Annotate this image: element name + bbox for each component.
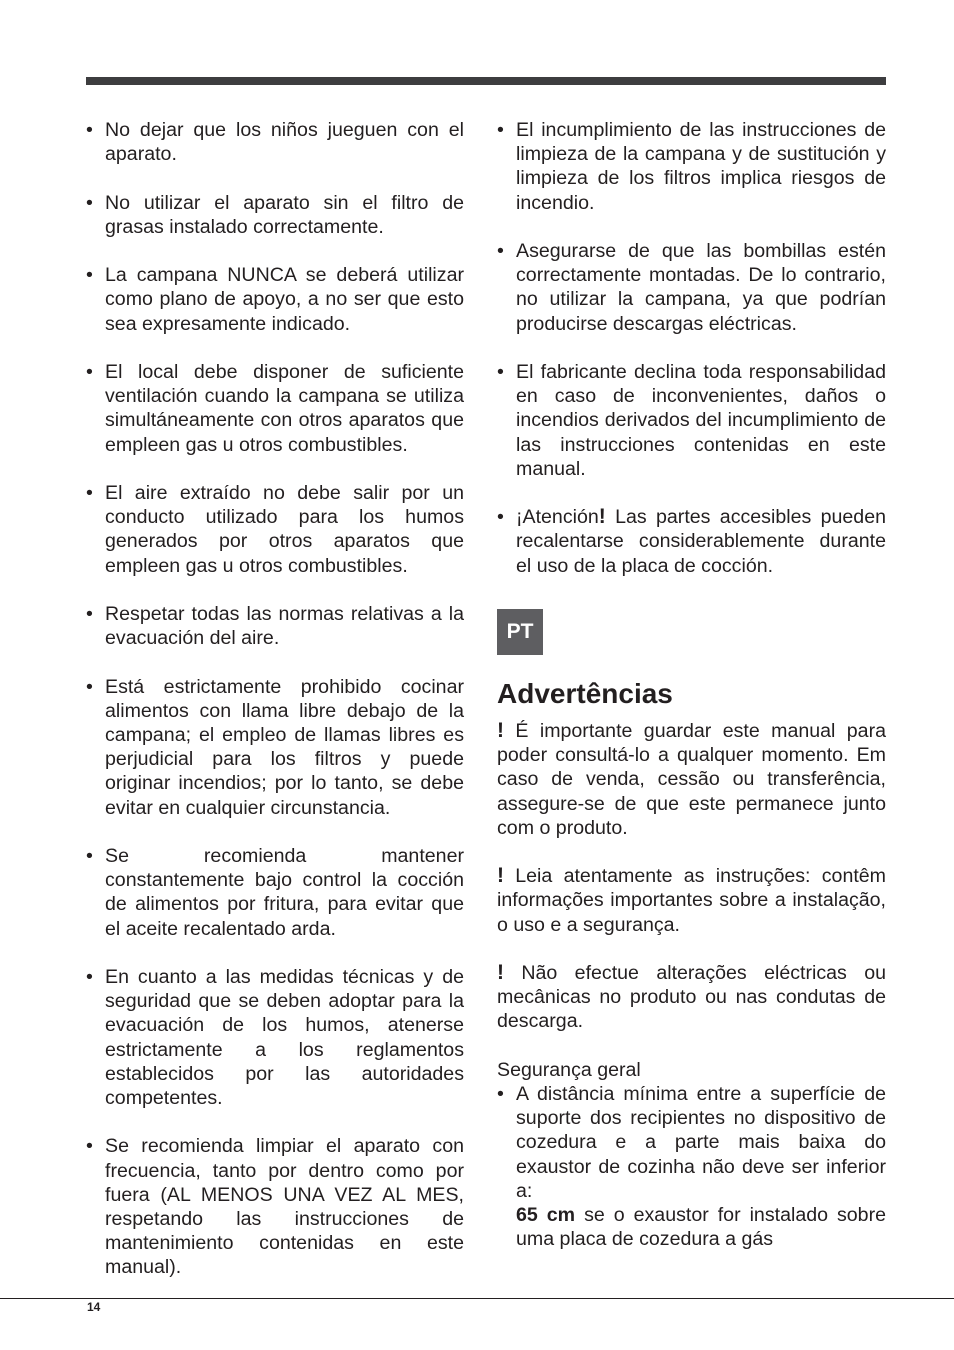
distance-value: 65 cm — [516, 1204, 576, 1227]
list-item: • Se recomienda mantener constantemente bajo control la cocción de alimentos por fritura, para evitar que el aceite recalentado arda. — [86, 844, 464, 941]
warning-paragraph — [497, 864, 886, 937]
left-column — [86, 118, 464, 1304]
list-item: • Está estrictamente prohibido cocinar alimentos con llama libre debajo de la campana; el empleo de llamas libres es perjudicial para los filtros y puede originar incendios; por lo tanto, se debe evitar en cualquier circunstancia. — [86, 675, 464, 820]
list-item: • En cuanto a las medidas técnicas y de seguridad que se deben adoptar para la evacuación de los humos, atenerse estrictamente a los reglamentos establecidos por las autoridades competentes. — [86, 965, 464, 1110]
warning-text: Não efectue alterações eléctricas ou mecânicas no produto ou nas condutas de descarga. — [497, 962, 886, 1033]
list-item — [497, 1082, 886, 1251]
warning-paragraph — [497, 719, 886, 840]
attention-text: Las partes accesibles pueden recalentarse considerablemente durante el uso de la placa de cocción. — [516, 506, 886, 577]
list-item: • Respetar todas las normas relativas a la evacuación del aire. — [86, 602, 464, 650]
page-number: 14 — [87, 1300, 101, 1314]
list-item: • No utilizar el aparato sin el filtro de grasas instalado correctamente. — [86, 191, 464, 239]
footer-rule — [0, 1298, 954, 1299]
exclamation-mark: ! — [598, 505, 606, 529]
list-item: • La campana NUNCA se deberá utilizar como plano de apoyo, a no ser que esto sea expresamente indicado. — [86, 263, 464, 336]
list-item: • No dejar que los niños jueguen con el aparato. — [86, 118, 464, 166]
section-heading: Advertências — [497, 678, 673, 709]
list-item: • El incumplimiento de las instrucciones de limpieza de la campana y de sustitución y limpieza de los filtros implica riesgos de incendio. — [497, 118, 886, 215]
spanish-safety-list — [86, 118, 464, 1280]
warning-paragraph — [497, 961, 886, 1034]
general-safety-list — [497, 1082, 886, 1251]
general-safety-title: Segurança geral — [497, 1058, 641, 1081]
language-badge: PT — [497, 609, 543, 655]
attention-list-item — [497, 505, 886, 578]
header-rule — [86, 77, 886, 85]
right-column — [497, 118, 886, 1251]
list-item: • Se recomienda limpiar el aparato con frecuencia, tanto por dentro como por fuera (AL MENOS UNA VEZ AL MES, respetando las instrucciones de mantenimiento contenidas en este manual). — [86, 1134, 464, 1279]
warning-mark: ! — [497, 719, 504, 742]
list-item: • El local debe disponer de suficiente ventilación cuando la campana se utiliza simultáneamente con otros aparatos que empleen gas u otros combustibles. — [86, 360, 464, 457]
warning-mark: ! — [497, 864, 504, 888]
list-item: • El aire extraído no debe salir por un conducto utilizado para los humos generados por otros aparatos que empleen gas u otros combustibles. — [86, 481, 464, 578]
warning-text: É importante guardar este manual para poder consultá-lo a qualquer momento. Em caso de venda, cessão ou transferência, assegure-se de que este permanece junto com o produto. — [497, 720, 886, 839]
spanish-safety-list-continued — [497, 118, 886, 578]
warning-mark: ! — [497, 961, 504, 984]
list-item: • Asegurarse de que las bombillas estén correctamente montadas. De lo contrario, no utilizar la campana, ya que podrían producirse descargas eléctricas. — [497, 239, 886, 336]
list-item: • El fabricante declina toda responsabilidad en caso de inconvenientes, daños o incendios derivados del incumplimiento de las instrucciones contenidas en este manual. — [497, 360, 886, 481]
warning-text: Leia atentamente as instruções: contêm informações importantes sobre a instalação, o uso e a segurança. — [497, 865, 886, 936]
distance-condition: se o exaustor for instalado sobre uma placa de cozedura a gás — [516, 1204, 886, 1251]
attention-prefix: ¡Atención — [516, 506, 599, 529]
distance-requirement-text: A distância mínima entre a superfície de suporte dos recipientes no dispositivo de cozedura e a parte mais baixa do exaustor de cozinha não deve ser inferior a: — [516, 1083, 886, 1202]
